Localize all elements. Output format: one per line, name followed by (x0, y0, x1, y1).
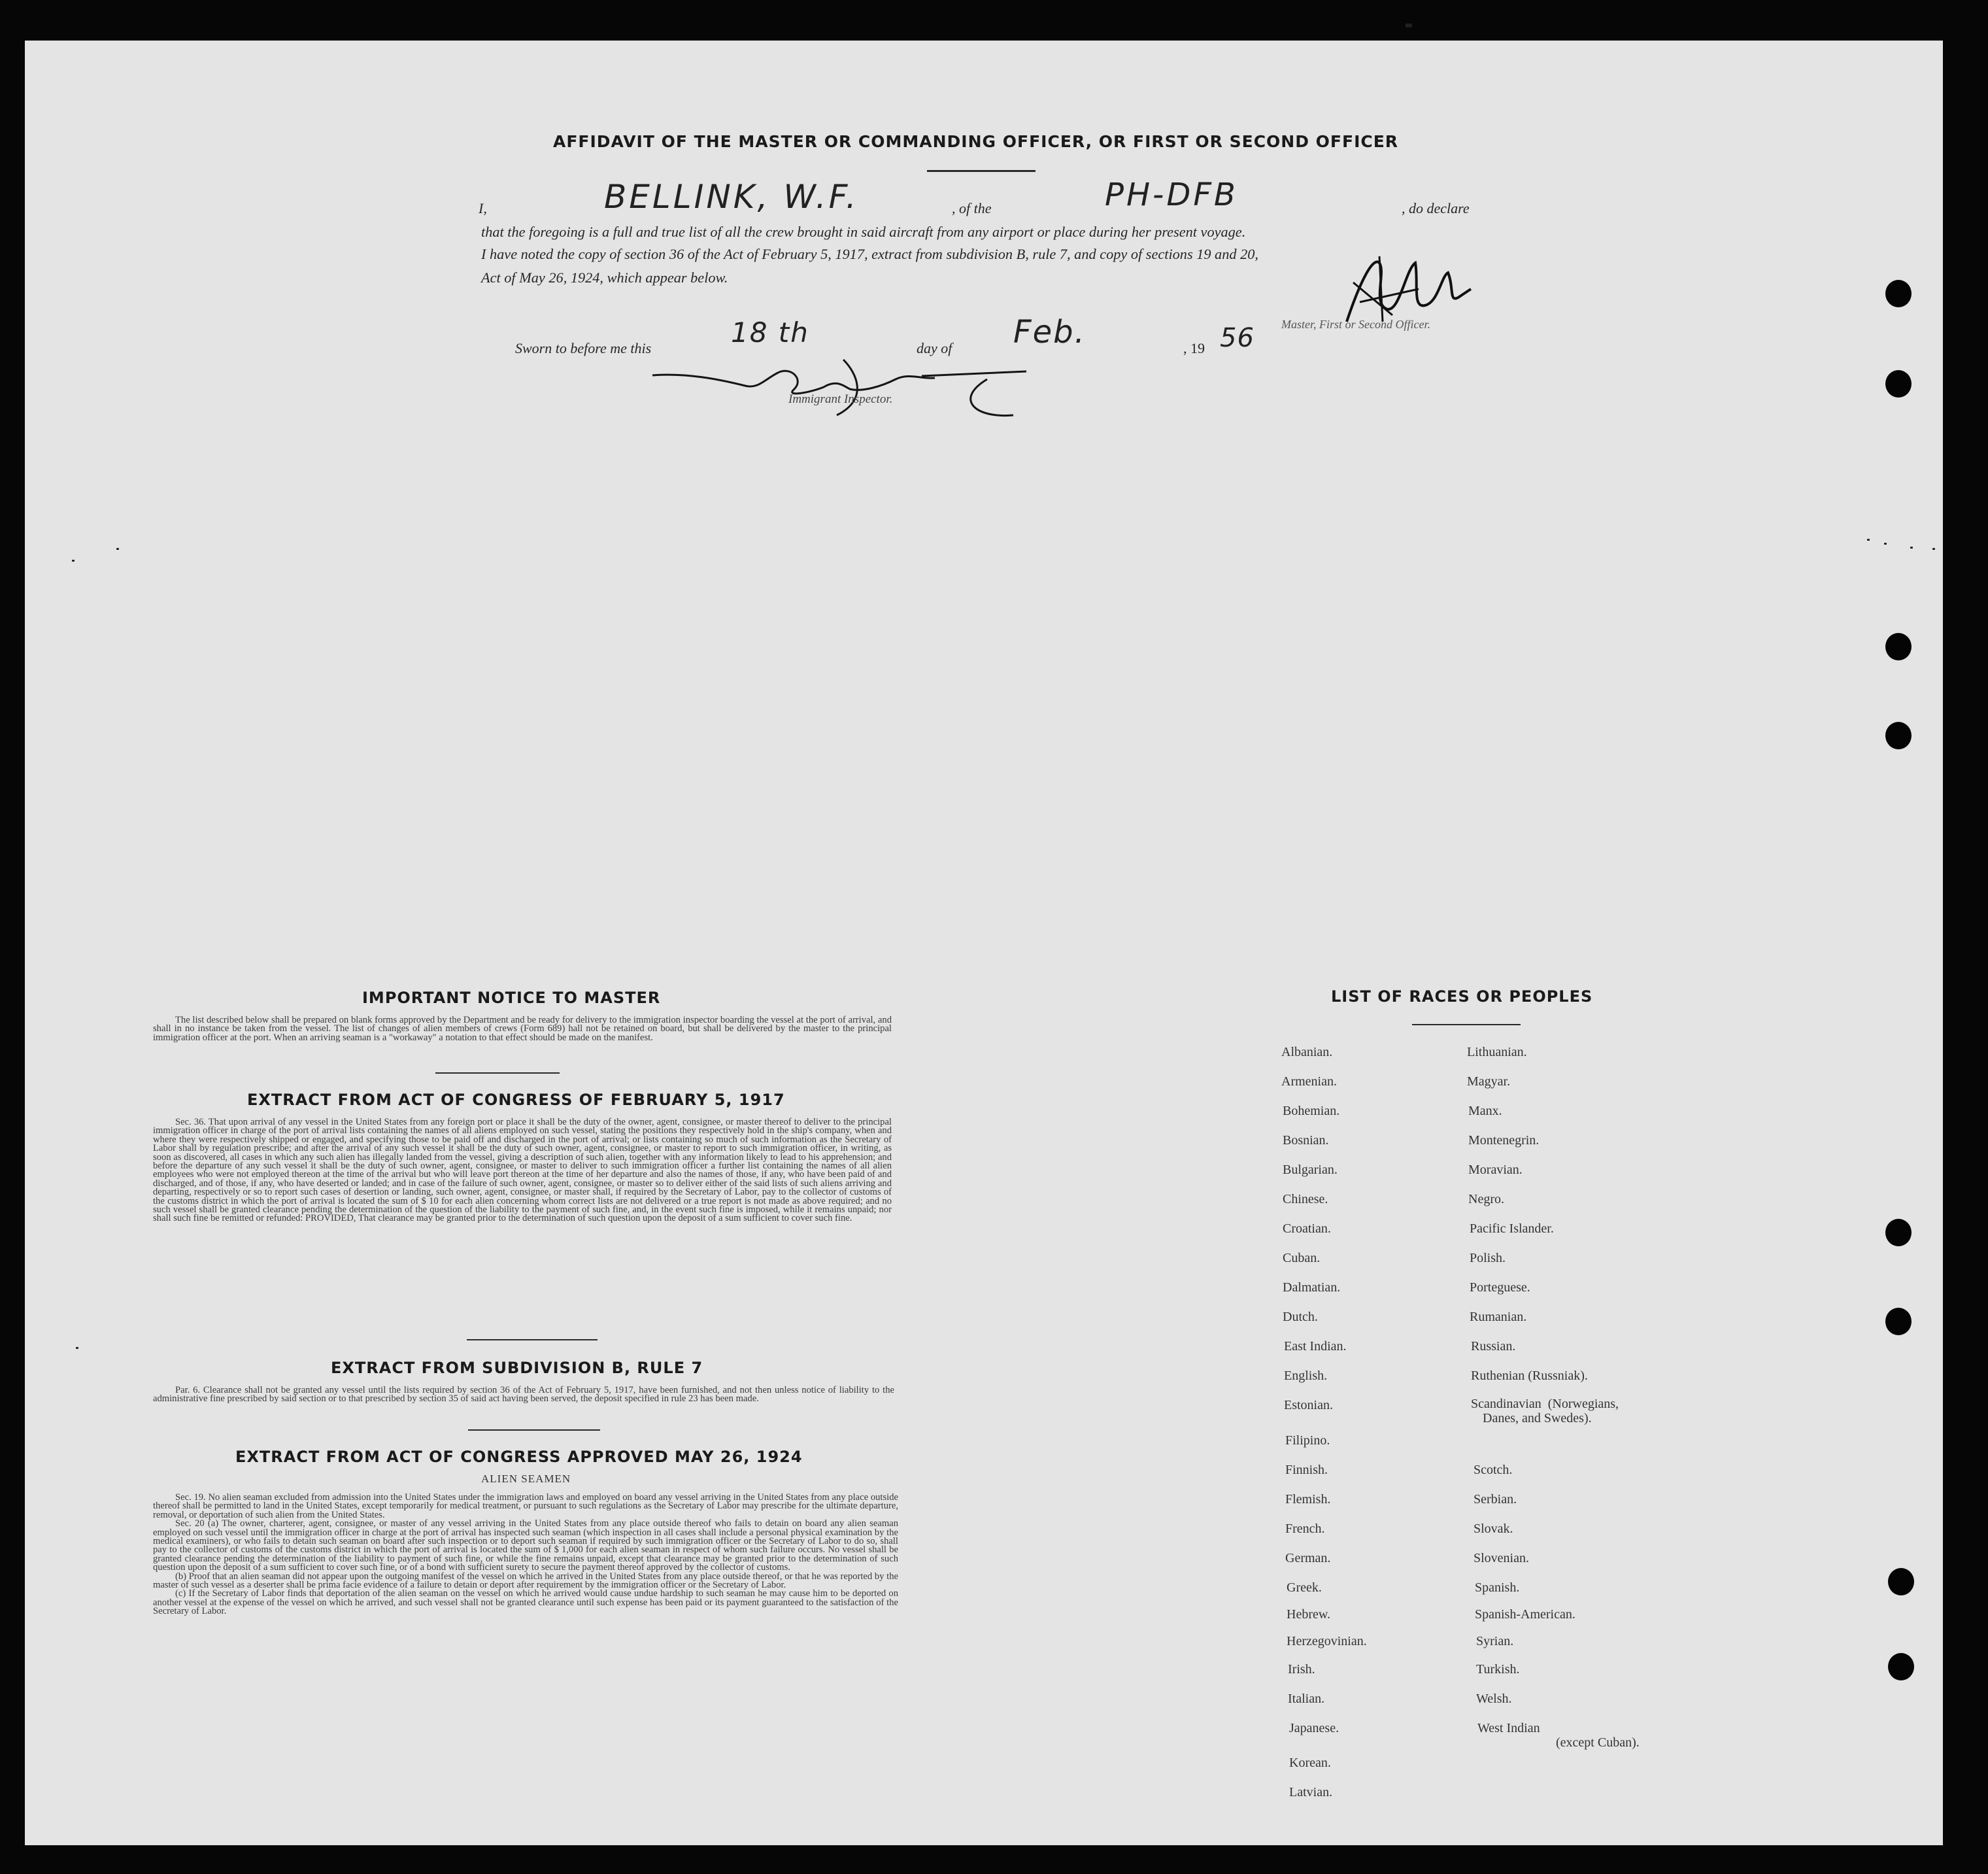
section-19-paragraph: Sec. 19. No alien seaman excluded from admission into the United States under the immigration laws and employed on board any vessel arriving in the United States from any place outside thereof shall be permitted to land in the United States, except temporarily for medical treatment, or pursuant to such regulations as the Secretary of Labor may prescribe for the ultimate departure, removal, or deportation of such alien from the United States. (153, 1492, 898, 1520)
divider (435, 1072, 560, 1074)
sworn-month-handwritten[interactable]: Feb. (1013, 314, 1086, 350)
punch-hole (1888, 1653, 1914, 1680)
race-item: Italian. (1288, 1692, 1325, 1706)
rule7-body (153, 1386, 894, 1404)
speck (1884, 543, 1887, 545)
race-item: Japanese. (1289, 1721, 1339, 1735)
race-item: Cuban. (1283, 1251, 1321, 1265)
extract-1924-subtitle: ALIEN SEAMEN (481, 1473, 571, 1485)
race-item: Greek. (1287, 1580, 1322, 1595)
race-item: Pacific Islander. (1470, 1221, 1554, 1236)
race-item: Serbian. (1474, 1492, 1517, 1507)
race-item: Slovenian. (1474, 1551, 1529, 1565)
declaration-prefix: I, (479, 200, 487, 216)
race-item: Croatian. (1283, 1221, 1331, 1236)
divider (468, 1429, 600, 1431)
punch-hole (1885, 280, 1912, 307)
notice-body (153, 1016, 892, 1042)
do-declare-label: , do declare (1402, 200, 1470, 216)
speck (72, 560, 75, 562)
race-item: Porteguese. (1470, 1280, 1530, 1295)
speck (1910, 547, 1913, 549)
race-item: Dalmatian. (1283, 1280, 1341, 1295)
race-item: Bohemian. (1283, 1104, 1340, 1118)
extract-1924-body (153, 1493, 898, 1616)
race-item: Rumanian. (1470, 1310, 1527, 1324)
race-item: West Indian (1477, 1721, 1540, 1735)
notice-paragraph: The list described below shall be prepared on blank forms approved by the Department and be ready for delivery to the immigration inspector boarding the vessel at the port of arrival, and shall in no instance be taken from the vessel. The list of changes of alien members of crews (Form 689) hall not be retained on board, but shall be delivered by the master to the principal immigration officer at the port. When an arriving seaman is a "workaway" a notation to that effect should be made on the manifest. (153, 1015, 892, 1043)
race-item: Welsh. (1476, 1692, 1512, 1706)
race-item: Herzegovinian. (1287, 1634, 1367, 1648)
race-item: Flemish. (1285, 1492, 1331, 1507)
race-item: Montenegrin. (1468, 1133, 1540, 1148)
punch-hole (1885, 1219, 1912, 1246)
affidavit-title: AFFIDAVIT OF THE MASTER OR COMMANDING OFFICER, OR FIRST OR SECOND OFFICER (553, 132, 1399, 151)
races-title: LIST OF RACES OR PEOPLES (1331, 987, 1593, 1006)
race-item: Spanish. (1475, 1580, 1520, 1595)
race-item: Turkish. (1476, 1662, 1520, 1677)
punch-hole (1885, 1308, 1912, 1335)
punch-hole (1885, 633, 1912, 660)
notice-title: IMPORTANT NOTICE TO MASTER (362, 989, 661, 1007)
race-item: Danes, and Swedes). (1483, 1411, 1592, 1425)
race-item: Magyar. (1467, 1074, 1511, 1089)
race-item: Moravian. (1468, 1163, 1523, 1177)
race-item: Manx. (1468, 1104, 1502, 1118)
speck (1867, 539, 1870, 541)
sworn-year-handwritten[interactable]: 56 (1220, 323, 1255, 353)
speck (1406, 24, 1412, 27)
inspector-caption: Immigrant Inspector. (788, 392, 893, 406)
race-item: (except Cuban). (1556, 1735, 1640, 1750)
divider (467, 1339, 598, 1340)
race-item: Ruthenian (Russniak). (1471, 1369, 1588, 1383)
sworn-day-handwritten[interactable]: 18 th (731, 316, 809, 349)
declaration-line-2: that the foregoing is a full and true list of all the crew brought in said aircraft from any airport or place during her present voyage. (481, 224, 1246, 240)
sworn-prefix: Sworn to before me this (515, 340, 652, 356)
extract-1917-title: EXTRACT FROM ACT OF CONGRESS OF FEBRUARY 5, 1917 (247, 1091, 785, 1109)
race-item: Finnish. (1285, 1463, 1328, 1477)
declaration-line-3: I have noted the copy of section 36 of the Act of February 5, 1917, extract from subdivision B, rule 7, and copy of sections 19 and 20, (481, 246, 1258, 262)
race-item: East Indian. (1284, 1339, 1347, 1354)
race-item: Filipino. (1285, 1433, 1330, 1448)
race-item: Irish. (1288, 1662, 1315, 1677)
inspector-signature (647, 353, 1033, 425)
race-item: French. (1285, 1522, 1325, 1536)
race-item: Hebrew. (1287, 1607, 1331, 1622)
divider (1412, 1024, 1521, 1025)
speck (76, 1347, 78, 1349)
punch-hole (1885, 722, 1912, 749)
race-item: Lithuanian. (1467, 1045, 1527, 1059)
race-item: Russian. (1471, 1339, 1516, 1354)
race-item: Albanian. (1281, 1045, 1333, 1059)
race-item: Scotch. (1474, 1463, 1513, 1477)
declaration-line-4: Act of May 26, 1924, which appear below. (481, 269, 728, 286)
race-item: Polish. (1470, 1251, 1506, 1265)
race-item: Latvian. (1289, 1785, 1333, 1799)
rule7-paragraph: Par. 6. Clearance shall not be granted any vessel until the lists required by section 36 of the Act of February 5, 1917, have been furnished, and not then unless notice of liability to the administrative fine prescribed by said section or to that prescribed by section 35 of said act having been served, the deposit specified in rule 23 has been made. (153, 1385, 894, 1405)
race-item: Armenian. (1281, 1074, 1337, 1089)
section-20a-paragraph: Sec. 20 (a) The owner, charterer, agent, consignee, or master of any vessel arriving in the United States from any place outside thereof who fails to detain on board any alien seaman employed on such vessel until the immigration officer in charge at the port of arrival has inspected such seaman (which inspection in all cases shall include a personal physical examination by the medical examiners), or who fails to detain such seaman on board after such inspection or to deport such seaman if required by such immigration officer or the Secretary of Labor to do so, shall pay to the collector of customs of the customs district in which the port of arrival is located the sum of $ 1,000 for each alien seaman in respect of whom such failure occurs. No vessel shall be granted clearance pending the determination of the liability to payment of such fine, or while the fine remains unpaid, except that clearance may be granted prior to the determination of such question upon the deposit of a sum sufficient to cover such fine, or of a bond with sufficient surety to secure the payment thereof approved by the collector of customs. (153, 1518, 898, 1573)
race-item: Bosnian. (1283, 1133, 1329, 1148)
race-item: German. (1285, 1551, 1331, 1565)
race-item: Spanish-American. (1475, 1607, 1575, 1622)
race-item: English. (1284, 1369, 1328, 1383)
punch-hole (1888, 1568, 1914, 1595)
race-item: Chinese. (1283, 1192, 1328, 1206)
of-the-label: , of the (952, 200, 992, 216)
section-20b-paragraph: (b) Proof that an alien seaman did not appear upon the outgoing manifest of the vessel on which he arrived in the United States from any place outside thereof, or that he was reported by the master of such vessel as a deserter shall be prima facie evidence of a failure to detain or deport after requirement by the immigration officer or the Secretary of Labor. (153, 1571, 898, 1591)
race-item: Korean. (1289, 1756, 1331, 1770)
extract-1917-body (153, 1118, 892, 1223)
master-caption: Master, First or Second Officer. (1281, 318, 1430, 331)
speck (1932, 548, 1935, 550)
speck (116, 548, 119, 550)
day-of-label: day of (917, 340, 952, 356)
race-item: Bulgarian. (1283, 1163, 1338, 1177)
race-item: Syrian. (1476, 1634, 1514, 1648)
race-item: Slovak. (1474, 1522, 1513, 1536)
rule7-title: EXTRACT FROM SUBDIVISION B, RULE 7 (331, 1359, 703, 1377)
divider (927, 170, 1036, 172)
extract-1924-title: EXTRACT FROM ACT OF CONGRESS APPROVED MAY 26, 1924 (235, 1448, 803, 1466)
race-item: Scandinavian (Norwegians, (1471, 1397, 1619, 1411)
aircraft-registration-handwritten[interactable]: PH-DFB (1105, 177, 1238, 213)
section-20c-paragraph: (c) If the Secretary of Labor finds that deportation of the alien seaman on the vessel on which he arrived would cause undue hardship to such seaman he may cause him to be deported on another vessel at the expense of the vessel on which he arrived, and such vessel shall not be granted clearance until such expense has been paid or its payment guaranteed to the satisfaction of the Secretary of Labor. (153, 1588, 898, 1617)
race-item: Estonian. (1284, 1398, 1333, 1412)
punch-hole (1885, 370, 1912, 398)
master-name-handwritten[interactable]: BELLINK, W.F. (604, 178, 859, 216)
year-prefix: , 19 (1183, 340, 1205, 356)
race-item: Dutch. (1283, 1310, 1318, 1324)
race-item: Negro. (1468, 1192, 1504, 1206)
section-36-paragraph: Sec. 36. That upon arrival of any vessel in the United States from any foreign port or place it shall be the duty of the owner, agent, consignee, or master thereof to deliver to the principal immigration officer in charge of the port of arrival lists containing the names of all aliens employed on such vessel, stating the positions they respectively hold in the ship's company, when and where they were respectively shipped or engaged, and specifying those to be paid off and discharged in the port of arrival; or lists containing so much of such information as the Secretary of Labor shall by regulation prescribe; and after the arrival of any such vessel it shall be the duty of such owner, agent, consignee, or master to report to such immigration officer, in writing, as soon as discovered, all cases in which any such alien has illegally landed from the vessel, giving a description of such alien, together with any information likely to lead to his apprehension; and before the departure of any such vessel it shall be the duty of such owner, agent, consignee, or master to deliver to such immigration officer a further list containing the names of all alien employees who were not employed thereon at the time of the arrival but who will leave port thereon at the time of her departure and also the names of those, if any, who have been paid of and discharged, and of those, if any, who have deserted or landed; and in case of the failure of such owner, agent, consignee, or master so to deliver either of the said lists of such aliens arriving and departing, respectively or so to report such cases of desertion or landing, such owner, agent, consignee, or master shall, if required by the Secretary of Labor, pay to the collector of customs of the customs district in which the port of arrival is located the sum of $ 10 for each alien concerning whom correct lists are not delivered or a true report is not made as above required; and no such vessel shall be granted clearance pending the determination of the question of the liability to the payment of such fine, and, in the event such fine is imposed, while it remains unpaid; nor shall such fine be remitted or refunded: PROVIDED, That clearance may be granted prior to the determination of such question upon the deposit of a sum sufficient to cover such fine. (153, 1117, 892, 1224)
